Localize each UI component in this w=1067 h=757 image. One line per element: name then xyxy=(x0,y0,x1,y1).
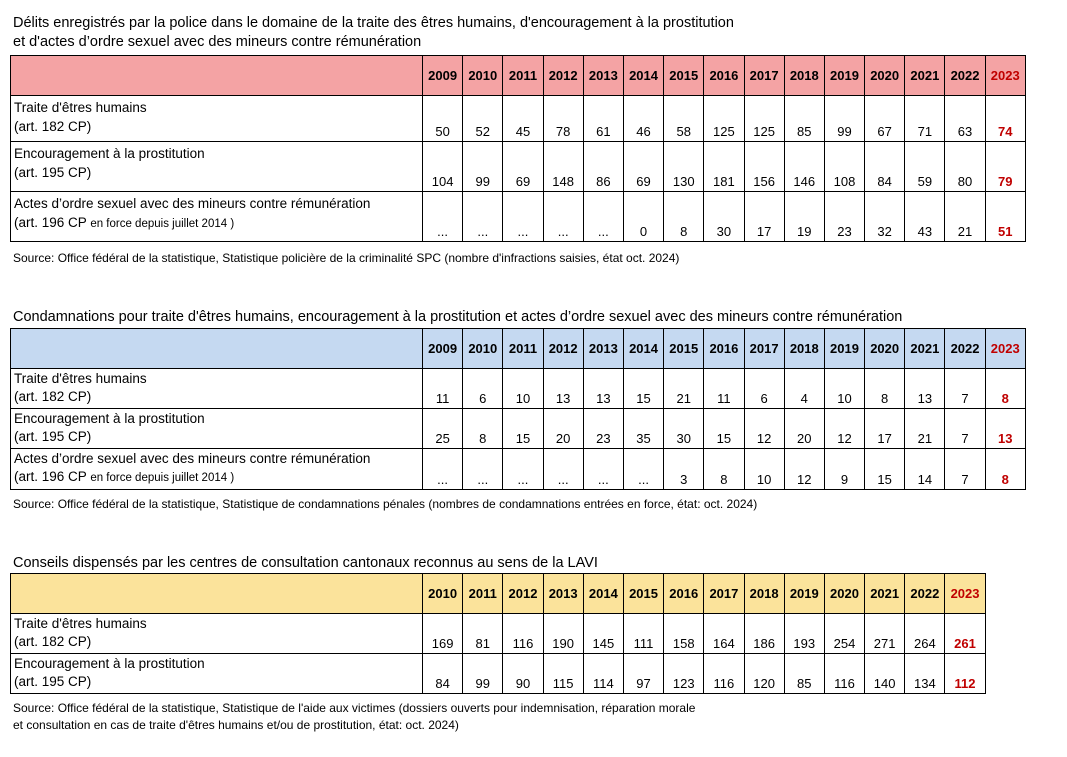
value-cell: 15 xyxy=(865,449,905,490)
row-note: en force depuis juillet 2014 ) xyxy=(90,472,235,484)
year-header: 2012 xyxy=(543,329,583,369)
year-header-row xyxy=(11,329,1026,369)
value-cell: ... xyxy=(463,449,503,490)
value-cell: 25 xyxy=(423,409,463,449)
value-cell: 35 xyxy=(623,409,663,449)
value-cell: 130 xyxy=(664,142,704,192)
value-cell: 6 xyxy=(744,369,784,409)
value-cell: 13 xyxy=(985,409,1025,449)
value-cell: 186 xyxy=(744,614,784,654)
value-cell: 99 xyxy=(824,96,864,142)
year-header: 2022 xyxy=(945,329,985,369)
value-cell: 81 xyxy=(463,614,503,654)
year-header: 2010 xyxy=(463,56,503,96)
value-cell: 14 xyxy=(905,449,945,490)
value-cell: 97 xyxy=(623,654,663,694)
row-label xyxy=(11,409,423,449)
year-header: 2010 xyxy=(463,329,503,369)
police-offences-table xyxy=(10,55,1026,242)
year-header: 2011 xyxy=(503,56,543,96)
year-header: 2012 xyxy=(543,56,583,96)
row-label-text: Traite d'êtres humains xyxy=(14,100,147,115)
value-cell: ... xyxy=(503,449,543,490)
year-header: 2013 xyxy=(583,329,623,369)
value-cell: 108 xyxy=(824,142,864,192)
value-cell: 111 xyxy=(623,614,663,654)
value-cell: 12 xyxy=(744,409,784,449)
year-header: 2016 xyxy=(704,329,744,369)
value-cell: 13 xyxy=(583,369,623,409)
value-cell: 0 xyxy=(623,192,663,242)
counselling-source xyxy=(13,700,695,734)
value-cell: 146 xyxy=(784,142,824,192)
row-article xyxy=(14,117,419,136)
title-line: Délits enregistrés par la police dans le domaine de la traite des êtres humains, d'encouragement à la prostitution xyxy=(13,15,734,31)
year-header: 2017 xyxy=(744,56,784,96)
value-cell: 112 xyxy=(945,654,985,694)
row-note: en force depuis juillet 2014 ) xyxy=(90,218,235,230)
row-label xyxy=(11,369,423,409)
year-header: 2020 xyxy=(865,56,905,96)
header-blank-cell xyxy=(11,574,423,614)
source-line: Source: Office fédéral de la statistique, Statistique de l'aide aux victimes (dossiers ouverts pour indemnisation, réparation morale xyxy=(13,701,696,715)
value-cell: 63 xyxy=(945,96,985,142)
value-cell: 52 xyxy=(463,96,503,142)
value-cell: 99 xyxy=(463,142,503,192)
row-label-text: Actes d’ordre sexuel avec des mineurs contre rémunération xyxy=(14,196,371,211)
year-header: 2023 xyxy=(945,574,985,614)
value-cell: 8 xyxy=(985,369,1025,409)
year-header: 2011 xyxy=(463,574,503,614)
year-header: 2017 xyxy=(744,329,784,369)
value-cell: 30 xyxy=(704,192,744,242)
row-article-text: (art. 196 CP xyxy=(14,215,87,230)
row-article-text: (art. 195 CP) xyxy=(14,674,92,689)
value-cell: 90 xyxy=(503,654,543,694)
row-label-text: Encouragement à la prostitution xyxy=(14,411,205,426)
year-header: 2018 xyxy=(784,56,824,96)
value-cell: ... xyxy=(423,192,463,242)
table-row xyxy=(11,192,1026,242)
year-header: 2014 xyxy=(623,329,663,369)
value-cell: 10 xyxy=(744,449,784,490)
value-cell: 15 xyxy=(704,409,744,449)
row-article-text: (art. 196 CP xyxy=(14,469,87,484)
value-cell: 80 xyxy=(945,142,985,192)
value-cell: ... xyxy=(543,192,583,242)
value-cell: 104 xyxy=(423,142,463,192)
year-header: 2011 xyxy=(503,329,543,369)
year-header: 2015 xyxy=(664,56,704,96)
value-cell: 164 xyxy=(704,614,744,654)
row-label xyxy=(11,142,423,192)
row-article xyxy=(14,633,419,651)
value-cell: 19 xyxy=(784,192,824,242)
table-row xyxy=(11,96,1026,142)
source-line: et consultation en cas de traite d'êtres humains et/ou de prostitution, état: oct. 2024) xyxy=(13,718,459,732)
row-article xyxy=(14,428,419,446)
title-line: Condamnations pour traite d'êtres humains, encouragement à la prostitution et actes d’ordre sexuel avec des mineurs contre rémunération xyxy=(13,309,903,325)
value-cell: ... xyxy=(583,449,623,490)
value-cell: ... xyxy=(463,192,503,242)
value-cell: 116 xyxy=(824,654,864,694)
value-cell: 30 xyxy=(664,409,704,449)
year-header: 2009 xyxy=(423,56,463,96)
value-cell: 10 xyxy=(503,369,543,409)
value-cell: 4 xyxy=(784,369,824,409)
value-cell: 11 xyxy=(423,369,463,409)
table-row xyxy=(11,369,1026,409)
value-cell: 190 xyxy=(543,614,583,654)
table-row xyxy=(11,654,986,694)
year-header: 2023 xyxy=(985,56,1025,96)
value-cell: 8 xyxy=(865,369,905,409)
year-header: 2019 xyxy=(824,329,864,369)
year-header: 2018 xyxy=(784,329,824,369)
year-header: 2021 xyxy=(865,574,905,614)
value-cell: 13 xyxy=(543,369,583,409)
value-cell: 84 xyxy=(865,142,905,192)
year-header: 2010 xyxy=(423,574,463,614)
header-blank-cell xyxy=(11,56,423,96)
table-row xyxy=(11,409,1026,449)
year-header: 2020 xyxy=(824,574,864,614)
value-cell: 69 xyxy=(623,142,663,192)
value-cell: 3 xyxy=(664,449,704,490)
header-blank-cell xyxy=(11,329,423,369)
convictions-table xyxy=(10,328,1026,490)
value-cell: 74 xyxy=(985,96,1025,142)
value-cell: 261 xyxy=(945,614,985,654)
row-label-text: Traite d'êtres humains xyxy=(14,371,147,386)
value-cell: 6 xyxy=(463,369,503,409)
table-row xyxy=(11,614,986,654)
value-cell: 8 xyxy=(704,449,744,490)
value-cell: 23 xyxy=(583,409,623,449)
value-cell: 264 xyxy=(905,614,945,654)
source-line: Source: Office fédéral de la statistique, Statistique policière de la criminalité SPC (nombre d'infractions saisies, état oct. 2024) xyxy=(13,251,680,265)
value-cell: 10 xyxy=(824,369,864,409)
value-cell: 61 xyxy=(583,96,623,142)
value-cell: 116 xyxy=(704,654,744,694)
value-cell: 50 xyxy=(423,96,463,142)
value-cell: ... xyxy=(503,192,543,242)
value-cell: 8 xyxy=(463,409,503,449)
year-header: 2017 xyxy=(704,574,744,614)
value-cell: ... xyxy=(423,449,463,490)
value-cell: 12 xyxy=(824,409,864,449)
value-cell: 17 xyxy=(865,409,905,449)
row-label-text: Actes d’ordre sexuel avec des mineurs contre rémunération xyxy=(14,451,371,466)
value-cell: 67 xyxy=(865,96,905,142)
value-cell: 13 xyxy=(905,369,945,409)
value-cell: 134 xyxy=(905,654,945,694)
year-header: 2012 xyxy=(503,574,543,614)
row-label xyxy=(11,449,423,490)
value-cell: 156 xyxy=(744,142,784,192)
value-cell: ... xyxy=(623,449,663,490)
year-header-row xyxy=(11,56,1026,96)
value-cell: 99 xyxy=(463,654,503,694)
year-header: 2015 xyxy=(623,574,663,614)
row-article-text: (art. 182 CP) xyxy=(14,119,92,134)
value-cell: 12 xyxy=(784,449,824,490)
value-cell: 115 xyxy=(543,654,583,694)
police-section-title xyxy=(13,14,734,52)
year-header: 2023 xyxy=(985,329,1025,369)
row-article xyxy=(14,468,419,487)
value-cell: 7 xyxy=(945,449,985,490)
value-cell: 7 xyxy=(945,369,985,409)
value-cell: 85 xyxy=(784,96,824,142)
title-line: et d'actes d’ordre sexuel avec des mineurs contre rémunération xyxy=(13,34,422,50)
row-article xyxy=(14,213,419,234)
value-cell: 17 xyxy=(744,192,784,242)
value-cell: 120 xyxy=(744,654,784,694)
row-label xyxy=(11,96,423,142)
value-cell: 21 xyxy=(945,192,985,242)
value-cell: 125 xyxy=(744,96,784,142)
value-cell: 8 xyxy=(985,449,1025,490)
value-cell: 140 xyxy=(865,654,905,694)
value-cell: 20 xyxy=(784,409,824,449)
row-article-text: (art. 182 CP) xyxy=(14,634,92,649)
row-article xyxy=(14,388,419,406)
row-article xyxy=(14,673,419,691)
year-header: 2019 xyxy=(784,574,824,614)
year-header: 2018 xyxy=(744,574,784,614)
value-cell: 20 xyxy=(543,409,583,449)
row-label xyxy=(11,614,423,654)
year-header: 2021 xyxy=(905,56,945,96)
value-cell: ... xyxy=(543,449,583,490)
value-cell: 123 xyxy=(664,654,704,694)
convictions-section-title xyxy=(13,308,902,327)
row-label-text: Encouragement à la prostitution xyxy=(14,146,205,161)
table-row xyxy=(11,142,1026,192)
year-header: 2015 xyxy=(664,329,704,369)
value-cell: 51 xyxy=(985,192,1025,242)
row-article xyxy=(14,163,419,182)
value-cell: ... xyxy=(583,192,623,242)
year-header-row xyxy=(11,574,986,614)
value-cell: 21 xyxy=(664,369,704,409)
year-header: 2013 xyxy=(583,56,623,96)
value-cell: 148 xyxy=(543,142,583,192)
row-label-text: Traite d'êtres humains xyxy=(14,616,147,631)
value-cell: 23 xyxy=(824,192,864,242)
source-line: Source: Office fédéral de la statistique, Statistique de condamnations pénales (nombres de condamnations entrées en force, état: oct. 2024) xyxy=(13,497,758,511)
year-header: 2009 xyxy=(423,329,463,369)
value-cell: 69 xyxy=(503,142,543,192)
value-cell: 21 xyxy=(905,409,945,449)
value-cell: 271 xyxy=(865,614,905,654)
row-label xyxy=(11,192,423,242)
value-cell: 181 xyxy=(704,142,744,192)
value-cell: 85 xyxy=(784,654,824,694)
year-header: 2020 xyxy=(865,329,905,369)
value-cell: 84 xyxy=(423,654,463,694)
counselling-table xyxy=(10,573,986,694)
year-header: 2016 xyxy=(664,574,704,614)
value-cell: 78 xyxy=(543,96,583,142)
year-header: 2013 xyxy=(543,574,583,614)
table-row xyxy=(11,449,1026,490)
year-header: 2022 xyxy=(945,56,985,96)
value-cell: 116 xyxy=(503,614,543,654)
value-cell: 125 xyxy=(704,96,744,142)
year-header: 2014 xyxy=(623,56,663,96)
value-cell: 169 xyxy=(423,614,463,654)
value-cell: 15 xyxy=(623,369,663,409)
value-cell: 7 xyxy=(945,409,985,449)
police-source xyxy=(13,250,679,267)
value-cell: 43 xyxy=(905,192,945,242)
value-cell: 114 xyxy=(583,654,623,694)
year-header: 2019 xyxy=(824,56,864,96)
year-header: 2016 xyxy=(704,56,744,96)
row-article-text: (art. 195 CP) xyxy=(14,429,92,444)
value-cell: 46 xyxy=(623,96,663,142)
counselling-section-title xyxy=(13,554,598,573)
value-cell: 158 xyxy=(664,614,704,654)
year-header: 2021 xyxy=(905,329,945,369)
value-cell: 58 xyxy=(664,96,704,142)
title-line: Conseils dispensés par les centres de consultation cantonaux reconnus au sens de la LAVI xyxy=(13,555,598,571)
value-cell: 254 xyxy=(824,614,864,654)
value-cell: 145 xyxy=(583,614,623,654)
year-header: 2022 xyxy=(905,574,945,614)
value-cell: 45 xyxy=(503,96,543,142)
row-label-text: Encouragement à la prostitution xyxy=(14,656,205,671)
value-cell: 79 xyxy=(985,142,1025,192)
value-cell: 11 xyxy=(704,369,744,409)
value-cell: 9 xyxy=(824,449,864,490)
value-cell: 193 xyxy=(784,614,824,654)
value-cell: 32 xyxy=(865,192,905,242)
value-cell: 59 xyxy=(905,142,945,192)
row-article-text: (art. 195 CP) xyxy=(14,165,92,180)
row-article-text: (art. 182 CP) xyxy=(14,389,92,404)
row-label xyxy=(11,654,423,694)
value-cell: 86 xyxy=(583,142,623,192)
convictions-source xyxy=(13,496,757,513)
year-header: 2014 xyxy=(583,574,623,614)
value-cell: 8 xyxy=(664,192,704,242)
value-cell: 15 xyxy=(503,409,543,449)
value-cell: 71 xyxy=(905,96,945,142)
